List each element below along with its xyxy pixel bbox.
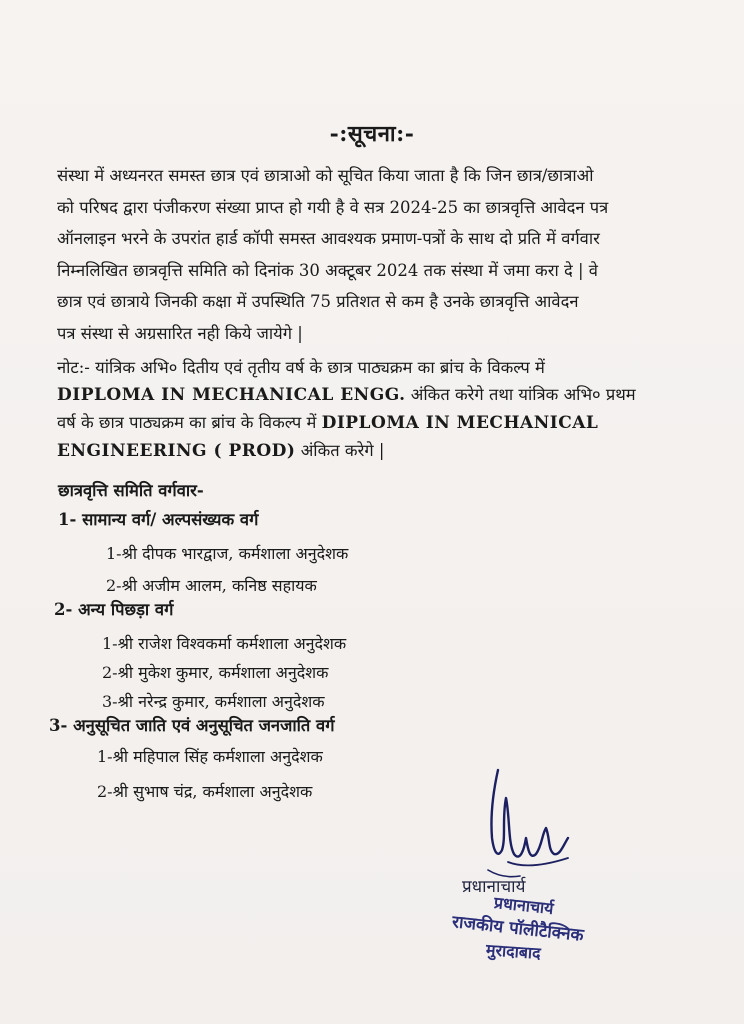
member-item: 1-श्री राजेश विश्वकर्मा कर्मशाला अनुदेशक	[102, 634, 347, 653]
member-item: 1-श्री महिपाल सिंह कर्मशाला अनुदेशक	[97, 747, 323, 766]
note-line	[57, 381, 707, 409]
group-title: 3- अनुसूचित जाति एवं अनुसूचित जनजाति वर्ग	[49, 716, 335, 735]
notice-title: -:सूचना:-	[329, 121, 415, 147]
note-text: अंकित करेगे |	[295, 441, 385, 460]
paragraph-line: ऑनलाइन भरने के उपरांत हार्ड कॉपी समस्त आवश्यक प्रमाण-पत्रों के साथ दो प्रति में वर्गवार	[57, 229, 600, 248]
note-text: अंकित करेगे तथा यांत्रिक अभि० प्रथम	[405, 385, 636, 404]
paragraph-line: छात्र एवं छात्राये जिनकी कक्षा में उपस्थिति 75 प्रतिशत से कम है उनके छात्रवृत्ति आवेदन	[57, 292, 579, 311]
group-title: 1- सामान्य वर्ग/ अल्पसंख्यक वर्ग	[58, 510, 259, 529]
note-text: वर्ष के छात्र पाठ्यक्रम का ब्रांच के विकल्प में	[57, 413, 322, 432]
member-item: 2-श्री सुभाष चंद्र, कर्मशाला अनुदेशक	[97, 782, 313, 801]
group-title: 2- अन्य पिछड़ा वर्ग	[54, 600, 174, 619]
designation-handwritten: प्रधानाचार्य	[462, 877, 526, 897]
member-item: 1-श्री दीपक भारद्वाज, कर्मशाला अनुदेशक	[106, 544, 349, 563]
note-line	[57, 409, 707, 437]
branch-name-en: DIPLOMA IN MECHANICAL ENGG.	[57, 385, 406, 405]
member-item: 2-श्री अजीम आलम, कनिष्ठ सहायक	[106, 576, 317, 595]
branch-name-en: DIPLOMA IN MECHANICAL	[321, 413, 599, 433]
note-line: नोट:- यांत्रिक अभि० दितीय एवं तृतीय वर्ष के छात्र पाठ्यक्रम का ब्रांच के विकल्प में	[57, 358, 545, 377]
stamp-line: मुरादाबाद	[485, 940, 542, 963]
paragraph-line: पत्र संस्था से अग्रसारित नही किये जायेगे |	[57, 323, 303, 343]
note-section	[57, 354, 707, 465]
stamp-line: प्रधानाचार्य	[493, 892, 555, 919]
branch-name-en: ENGINEERING ( PROD)	[57, 441, 296, 461]
paragraph-line: को परिषद द्वारा पंजीकरण संख्या प्राप्त हो गयी है वे सत्र 2024-25 का छात्रवृत्ति आवेदन पत्र	[57, 197, 609, 217]
signature-scribble-icon	[468, 758, 588, 888]
member-item: 2-श्री मुकेश कुमार, कर्मशाला अनुदेशक	[102, 663, 329, 682]
note-line	[57, 437, 707, 465]
member-item: 3-श्री नरेन्द्र कुमार, कर्मशाला अनुदेशक	[102, 692, 325, 711]
paragraph-line: संस्था में अध्यनरत समस्त छात्र एवं छात्राओ को सूचित किया जाता है कि जिन छात्र/छात्राओ	[57, 166, 594, 185]
stamp-line: राजकीय पॉलीटैक्निक	[451, 912, 585, 946]
paragraph-line: निम्नलिखित छात्रवृत्ति समिति को दिनांक 30 अक्टूबर 2024 तक संस्था में जमा करा दे | वे	[57, 260, 598, 280]
notice-paragraph	[57, 160, 707, 349]
committee-heading: छात्रवृत्ति समिति वर्गवार-	[58, 481, 204, 500]
